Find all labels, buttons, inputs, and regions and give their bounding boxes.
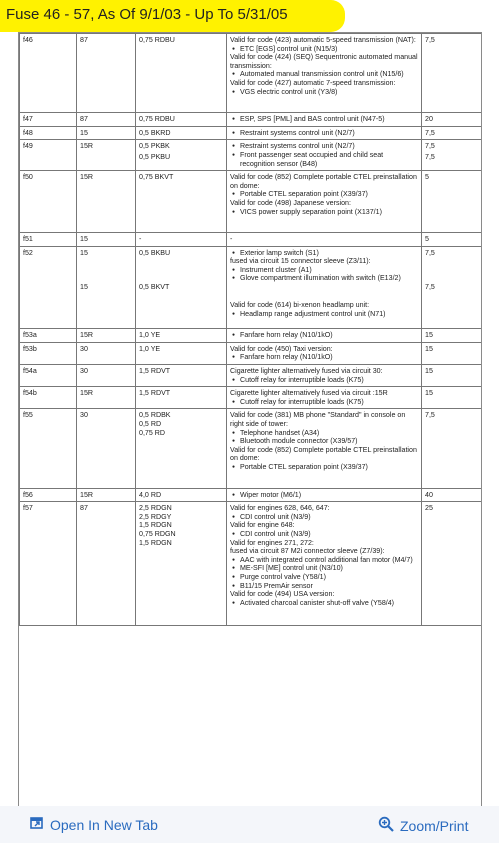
circuit-cell [77,140,136,171]
table-row [20,246,483,329]
amperage-value: 5 [425,235,429,244]
table-row [20,488,483,502]
circuit-value: 15R [80,331,94,340]
wire-value: 0,75 RD [139,428,166,437]
bullet-item: ● Headlamp range adjustment control unit (N71) [230,310,418,319]
wire-cell [136,34,227,113]
amperage-value: 15 [425,367,433,376]
wire-cell [136,387,227,409]
amperage-value: 7,5 [425,36,435,44]
circuit-cell [77,113,136,127]
wire-value: 4,0 RD [139,490,162,499]
amperage-cell [422,171,483,233]
desc-text: Valid for code (427) automatic 7-speed transmission: [230,78,396,87]
circuit-value: 87 [80,504,88,513]
amperage-cell [422,140,483,171]
circuit-cell [77,342,136,364]
bullet-item: ● CDI control unit (N3/9) [230,530,418,539]
circuit-value: 30 [80,344,88,353]
fuse-number: f50 [23,173,33,182]
wire-value: 0,5 RDBK [139,411,171,420]
amperage-value: 7,5 [425,142,435,151]
amperage-cell [422,488,483,502]
table-row [20,502,483,626]
desc-text: - [230,235,233,244]
bullet-item: ● Cutoff relay for interruptible loads (K75) [230,398,418,407]
fuse-number-cell [20,329,77,343]
amperage-value: 15 [425,331,433,340]
amperage-cell [422,329,483,343]
fuse-number-cell [20,488,77,502]
bullet-item: ● Fanfare horn relay (N10/1kO) [230,331,418,340]
wire-cell [136,246,227,329]
circuit-value: 15R [80,142,94,151]
amperage-value: 7,5 [425,152,435,161]
fuse-number: f53b [23,344,37,353]
bullet-item: ● Restraint systems control unit (N2/7) [230,142,418,151]
consumer-cell [227,409,422,488]
amperage-value: 25 [425,504,433,513]
fuse-number-cell [20,113,77,127]
fuse-number-cell [20,171,77,233]
bullet-item: ● Cutoff relay for interruptible loads (K75) [230,376,418,385]
amperage-cell [422,246,483,329]
amperage-value: 7,5 [425,248,435,257]
fuse-number: f51 [23,235,33,244]
amperage-cell [422,409,483,488]
wire-value: 0,5 PKBU [139,152,171,161]
wire-value: 0,75 RDGN [139,529,176,538]
consumer-cell [227,502,422,626]
wire-value: 1,5 RDGN [139,538,172,547]
amperage-cell [422,365,483,387]
amperage-cell [422,34,483,113]
desc-text: fused via circuit 87 M2i connector sleeve (Z7/39): [230,547,385,556]
circuit-value: 15 [80,283,88,292]
circuit-value: 87 [80,115,88,124]
bullet-item: ● Exterior lamp switch (S1) [230,249,418,258]
fuse-number-cell [20,34,77,113]
amperage-value: 5 [425,173,429,182]
magnifier-icon [378,816,394,835]
circuit-cell [77,502,136,626]
wire-cell [136,365,227,387]
desc-text: Valid for code (423) automatic 5-speed transmission (NAT): [230,36,416,44]
wire-cell [136,329,227,343]
wire-cell [136,171,227,233]
fuse-number-cell [20,246,77,329]
fuse-number-cell [20,409,77,488]
bullet-item: ● Portable CTEL separation point (X39/37) [230,463,418,472]
bullet-item: ● Portable CTEL separation point (X39/37) [230,190,418,199]
table-row [20,34,483,113]
wire-value: 0,5 BKVT [139,283,170,292]
desc-text: Valid for code (494) USA version: [230,590,335,599]
consumer-cell [227,140,422,171]
page-title: Fuse 46 - 57, As Of 9/1/03 - Up To 5/31/05 [6,6,288,23]
amperage-cell [422,126,483,140]
amperage-value: 20 [425,115,433,124]
fuse-number-cell [20,126,77,140]
consumer-cell [227,365,422,387]
fuse-number: f53a [23,331,37,340]
circuit-value: 15R [80,173,94,182]
wire-cell [136,409,227,488]
circuit-cell [77,365,136,387]
zoom-print-button[interactable] [378,816,468,835]
amperage-cell [422,387,483,409]
bullet-item: ● Instrument cluster (A1) [230,266,418,275]
table-row [20,342,483,364]
circuit-cell [77,171,136,233]
circuit-cell [77,329,136,343]
wire-value: 2,5 RDGY [139,512,172,521]
table-row [20,409,483,488]
wire-cell [136,488,227,502]
bullet-item: ● ESP, SPS [PML] and BAS control unit (N47-5) [230,115,418,124]
bullet-item: ● Restraint systems control unit (N2/7) [230,129,418,138]
amperage-value: 40 [425,490,433,499]
table-row [20,233,483,247]
bullet-item: ● VICS power supply separation point (X137/1) [230,208,418,217]
fuse-number: f54a [23,367,37,376]
consumer-cell [227,342,422,364]
bullet-item: ● ETC [EGS] control unit (N15/3) [230,45,418,54]
wire-cell [136,233,227,247]
circuit-cell [77,409,136,488]
wire-value: 0,5 BKBU [139,248,171,257]
open-new-tab-icon [30,816,44,833]
wire-value: 0,5 PKBK [139,142,170,151]
amperage-value: 15 [425,344,433,353]
table-row [20,126,483,140]
wire-value: 1,5 RDVT [139,389,171,398]
wire-value: 0,5 RD [139,420,162,428]
table-row [20,387,483,409]
fuse-number-cell [20,140,77,171]
fuse-number: f46 [23,36,33,44]
bullet-item: ● AAC with integrated control additional fan motor (M4/7) [230,556,418,565]
open-in-new-tab-label: Open In New Tab [50,816,158,833]
amperage-value: 15 [425,389,433,398]
wire-cell [136,140,227,171]
consumer-cell [227,488,422,502]
fuse-number: f54b [23,389,37,398]
consumer-cell [227,126,422,140]
fuse-number-cell [20,365,77,387]
fuse-number: f49 [23,142,33,151]
footer-bar [0,806,499,843]
bullet-item: ● ME-SFI [ME] control unit (N3/10) [230,564,418,573]
wire-value: 2,5 RDGN [139,504,172,513]
circuit-value: 87 [80,36,88,44]
bullet-item: ● Fanfare horn relay (N10/1kO) [230,353,418,362]
fuse-number: f47 [23,115,33,124]
wire-value: 1,5 RDVT [139,367,171,376]
fuse-number: f57 [23,504,33,513]
wire-value: - [139,235,142,244]
fuse-document [18,32,482,808]
table-row [20,365,483,387]
fuse-number: f52 [23,248,33,257]
table-row [20,171,483,233]
wire-value: 0,75 RDBU [139,115,175,124]
circuit-value: 30 [80,367,88,376]
wire-cell [136,113,227,127]
fuse-number-cell [20,233,77,247]
amperage-cell [422,342,483,364]
desc-text: Cigarette lighter alternatively fused via circuit :15R [230,389,388,398]
bullet-item: ● CDI control unit (N3/9) [230,513,418,522]
bullet-item: ● Front passenger seat occupied and child seat recognition sensor (B48) [230,151,418,168]
wire-value: 1,0 YE [139,344,161,353]
circuit-value: 15R [80,490,94,499]
fuse-number: f48 [23,128,33,137]
desc-text: Valid for code (614) bi-xenon headlamp unit: [230,301,370,310]
bullet-item: ● Glove compartment illumination with switch (E13/2) [230,274,418,283]
wire-value: 0,75 BKVT [139,173,174,182]
circuit-value: 30 [80,411,88,420]
circuit-cell [77,126,136,140]
table-row [20,329,483,343]
bullet-item: ● Wiper motor (M6/1) [230,491,418,500]
fuse-number-cell [20,502,77,626]
wire-value: 1,5 RDGN [139,521,172,530]
zoom-print-label: Zoom/Print [400,817,469,834]
circuit-value: 15 [80,248,88,257]
wire-cell [136,126,227,140]
fuse-number-cell [20,342,77,364]
bullet-item: ● Telephone handset (A34) [230,429,418,438]
consumer-cell [227,171,422,233]
fuse-table [19,33,482,626]
bullet-item: ● Activated charcoal canister shut-off valve (Y58/4) [230,599,418,608]
consumer-cell [227,329,422,343]
amperage-value: 7,5 [425,128,435,137]
circuit-value: 15 [80,235,88,244]
amperage-cell [422,502,483,626]
circuit-value: 15 [80,128,88,137]
consumer-cell [227,113,422,127]
circuit-cell [77,233,136,247]
wire-value: 0,5 BKRD [139,128,171,137]
consumer-cell [227,233,422,247]
table-row [20,113,483,127]
circuit-cell [77,34,136,113]
desc-text: Valid for code (498) Japanese version: [230,198,351,207]
circuit-cell [77,387,136,409]
desc-text: Valid for engines 271, 272: [230,538,314,547]
consumer-cell [227,246,422,329]
fuse-number-cell [20,387,77,409]
amperage-value: 7,5 [425,283,435,292]
bullet-item: ● Bluetooth module connector (X39/57) [230,437,418,446]
consumer-cell [227,34,422,113]
wire-cell [136,342,227,364]
amperage-cell [422,233,483,247]
desc-text: Valid for code (852) Complete portable CTEL preinstallation on dome: [230,173,419,190]
desc-text: Valid for code (450) Taxi version: [230,344,333,353]
desc-text: Cigarette lighter alternatively fused via circuit 30: [230,367,383,376]
circuit-cell [77,246,136,329]
table-row [20,140,483,171]
bullet-item: ● Automated manual transmission control unit (N15/6) [230,70,418,79]
consumer-cell [227,387,422,409]
circuit-cell [77,488,136,502]
open-in-new-tab-button[interactable] [30,816,158,833]
desc-text: Valid for engine 648: [230,521,295,530]
amperage-cell [422,113,483,127]
fuse-number: f55 [23,411,33,420]
circuit-value: 15R [80,389,94,398]
bullet-item: ● Purge control valve (Y58/1) [230,573,418,582]
desc-text: Valid for code (852) Complete portable CTEL preinstallation on dome: [230,445,419,463]
wire-value: 0,75 RDBU [139,36,175,44]
bullet-item: ● VGS electric control unit (Y3/8) [230,88,418,97]
fuse-number: f56 [23,490,33,499]
desc-text: Valid for code (424) (SEQ) Sequentronic automated manual transmission: [230,53,420,70]
amperage-value: 7,5 [425,411,435,420]
desc-text: fused via circuit 15 connector sleeve (Z3/11): [230,257,371,266]
bullet-item: ● B11/15 PremAir sensor [230,582,418,591]
wire-cell [136,502,227,626]
desc-text: Valid for engines 628, 646, 647: [230,504,330,513]
desc-text: Valid for code (381) MB phone "Standard" in console on right side of tower: [230,411,408,428]
wire-value: 1,0 YE [139,331,161,340]
